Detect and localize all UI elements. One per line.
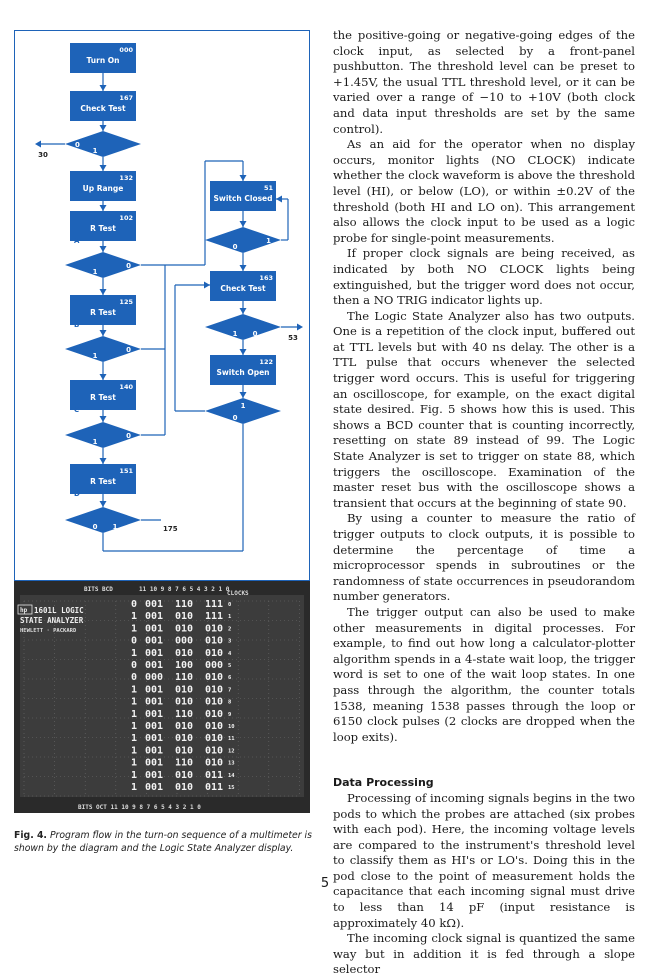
branch-label: 0 — [126, 346, 131, 354]
bit-cell: 111 — [204, 599, 224, 610]
exit-label: 175 — [163, 525, 178, 533]
figure-caption — [14, 829, 314, 855]
process-label: Check Test — [220, 284, 266, 293]
bit-cell: 010 — [204, 721, 224, 732]
arrowhead-icon — [240, 392, 247, 398]
state-code: 125 — [119, 298, 133, 306]
bit-cell: 001 — [144, 599, 164, 610]
bit-cell: 1 — [130, 782, 138, 793]
bit-cell: 010 — [174, 647, 194, 659]
bit-cell: 010 — [204, 757, 224, 769]
arrowhead-icon — [240, 349, 247, 355]
page-number: 5 — [320, 876, 330, 891]
bit-cell: 010 — [174, 696, 194, 708]
paragraph: The Logic State Analyzer also has two outputs. One is a repetition of the clock input, buffered out at TTL levels but with 40 ns delay. The other is a TTL pulse that occurs whenever the selected trigger word occurs. This is useful for triggering an oscilloscope, for example, on the exact digital state desired. Fig. 5 shows how this is used. This shows a BCD counter that is counting incorrectly, resetting on state 89 instead of 99. The Logic State Analyzer is set to trigger on state 88, which triggers the oscilloscope. Examination of the master reset bus with the oscilloscope shows a transient that occurs at the beginning of state 90. — [333, 308, 635, 510]
branch-label: 0 — [232, 414, 238, 422]
box-tag: A — [74, 237, 80, 245]
clock-index: 2 — [228, 626, 232, 633]
bit-cell: 1 — [130, 745, 138, 757]
bit-cell: 001 — [144, 769, 164, 781]
arrowhead-icon — [100, 330, 107, 336]
brand-maker: HEWLETT · PACKARD — [20, 628, 77, 634]
paragraph: As an aid for the operator when no display occurs, monitor lights (NO CLOCK) indicate whether the clock waveform is above the threshold level (HI), or below (LO), or within ±0.2V of the threshold (both HI and LO on). This arrangement also allows the clock input to be used as a logic probe for single-point measurements. — [333, 137, 635, 245]
state-code: 132 — [119, 174, 133, 182]
process-label: R Test — [90, 308, 116, 317]
bit-cell: 1 — [130, 696, 138, 708]
process-label: Turn On — [86, 56, 120, 65]
bit-cell: 010 — [174, 733, 194, 745]
bit-cell: 001 — [144, 660, 164, 671]
bit-cell: 0 — [130, 635, 138, 647]
process-label: Up Range — [82, 184, 124, 193]
box-tag: C — [74, 406, 80, 414]
state-code: 140 — [119, 383, 133, 391]
bit-cell: 1 — [130, 733, 138, 745]
logic-analyzer-display — [14, 581, 310, 813]
process-label: R Test — [90, 477, 116, 486]
bit-cell: 000 — [174, 635, 194, 647]
clock-index: 4 — [228, 650, 232, 657]
scope-footer-label: BITS OCT 11 10 9 8 7 6 5 4 3 2 1 0 — [78, 804, 201, 811]
branch-label: 0 — [252, 330, 258, 338]
arrowhead-icon — [297, 324, 303, 331]
branch-label: 0 — [126, 432, 131, 440]
clock-index: 14 — [228, 772, 235, 779]
paragraph: By using a counter to measure the ratio of trigger outputs to clock outputs, it is possible to determine the percentage of time a microprocessor spends in subroutines or the randomness of state occurrences in pseudorandom number generators. — [333, 511, 635, 604]
clock-index: 9 — [228, 711, 232, 718]
clock-index: 3 — [228, 638, 232, 645]
bit-cell: 1 — [130, 708, 138, 720]
bit-cell: 1 — [130, 721, 138, 732]
state-code: 000 — [119, 46, 133, 54]
bit-cell: 110 — [174, 757, 194, 769]
clock-index: 7 — [228, 687, 232, 694]
arrowhead-icon — [276, 196, 282, 203]
bit-cell: 010 — [204, 623, 224, 635]
bit-cell: 010 — [174, 769, 194, 781]
arrowhead-icon — [100, 165, 107, 171]
section-heading: Data Processing — [333, 776, 434, 790]
process-label: R Test — [90, 224, 116, 233]
scope-header-clocks: CLOCKS — [227, 590, 249, 597]
state-code: 167 — [119, 94, 133, 102]
box-tag: D — [74, 490, 80, 498]
bit-cell: 001 — [144, 745, 164, 757]
bit-cell: 010 — [174, 745, 194, 757]
arrowhead-icon — [35, 141, 41, 148]
bit-cell: 001 — [144, 757, 164, 769]
bit-cell: 110 — [174, 672, 194, 684]
bit-cell: 010 — [204, 647, 224, 659]
bit-cell: 011 — [204, 769, 224, 781]
bit-cell: 111 — [204, 611, 224, 623]
hp-logo-text: hp — [20, 607, 28, 614]
arrowhead-icon — [100, 125, 107, 131]
branch-label: 1 — [112, 523, 118, 531]
branch-label: 0 — [126, 262, 131, 270]
clock-index: 13 — [228, 760, 235, 767]
bit-cell: 0 — [130, 672, 138, 684]
box-tag: B — [74, 321, 80, 329]
paragraph: If proper clock signals are being received, as indicated by both NO CLOCK lights being extinguished, but the trigger word does not occur, then a NO TRIG indicator lights up. — [333, 246, 635, 308]
branch-label: 1 — [92, 438, 98, 446]
state-code: 151 — [119, 467, 133, 475]
arrowhead-icon — [100, 85, 107, 91]
bit-cell: 001 — [144, 647, 164, 659]
branch-label: 1 — [92, 268, 98, 276]
state-code: 163 — [259, 274, 273, 282]
clock-index: 15 — [228, 785, 235, 791]
bit-cell: 010 — [174, 782, 194, 793]
clock-index: 0 — [228, 602, 232, 608]
state-code: 51 — [263, 184, 273, 192]
decision-diamond — [205, 314, 281, 340]
clock-index: 10 — [228, 724, 235, 730]
bit-cell: 110 — [174, 599, 194, 610]
brand-model: 1601L LOGIC — [34, 606, 84, 615]
bit-cell: 010 — [204, 708, 224, 720]
clock-index: 8 — [228, 699, 232, 706]
bit-cell: 001 — [144, 721, 164, 732]
bit-cell: 010 — [204, 745, 224, 757]
branch-label: 0 — [75, 141, 80, 149]
bit-cell: 010 — [204, 696, 224, 708]
bit-cell: 001 — [144, 696, 164, 708]
brand-name: STATE ANALYZER — [20, 616, 84, 625]
bit-cell: 000 — [144, 672, 164, 684]
bit-cell: 010 — [204, 733, 224, 745]
branch-label: 1 — [266, 237, 271, 245]
clock-index: 6 — [228, 675, 232, 682]
scope-header-label: BITS BCD — [84, 586, 113, 593]
arrowhead-icon — [100, 458, 107, 464]
process-label: R Test — [90, 393, 116, 402]
arrowhead-icon — [204, 282, 210, 289]
arrowhead-icon — [100, 416, 107, 422]
bit-cell: 001 — [144, 708, 164, 720]
bit-cell: 001 — [144, 733, 164, 745]
paragraph: the positive-going or negative-going edges of the clock input, as selected by a front-panel pushbutton. The threshold level can be preset to +1.45V, the usual TTL threshold level, or it can be varied over a range of −10 to +10V (both clock and data input thresholds are set by the same control). — [333, 28, 635, 136]
bit-cell: 1 — [130, 623, 138, 635]
paragraph: The incoming clock signal is quantized the same way but in addition it is fed through a slope selector — [333, 931, 635, 977]
bit-cell: 0 — [130, 599, 138, 610]
process-label: Switch Closed — [213, 194, 273, 203]
bit-cell: 1 — [130, 757, 138, 769]
flowchart-figure — [14, 30, 310, 581]
process-label: Switch Open — [216, 368, 270, 377]
arrowhead-icon — [240, 265, 247, 271]
branch-label: 1 — [232, 330, 238, 338]
scope-screen — [14, 581, 310, 813]
arrowhead-icon — [240, 175, 247, 181]
bit-cell: 1 — [130, 647, 138, 659]
state-code: 102 — [119, 214, 133, 222]
bit-cell: 0 — [130, 660, 138, 671]
arrowhead-icon — [100, 501, 107, 507]
arrowhead-icon — [100, 205, 107, 211]
bit-cell: 010 — [204, 672, 224, 684]
exit-label: 30 — [38, 151, 48, 159]
bit-cell: 1 — [130, 769, 138, 781]
flowchart-diagram — [15, 31, 311, 582]
branch-label: 1 — [92, 352, 98, 360]
paragraph: Processing of incoming signals begins in the two pods to which the probes are attached (six probes with each pod). Here, the incoming voltage levels are compared to the instrument's threshold level to classify them as HI's or LO's. Doing this in the pod close to the point of measurement holds the capacitance that each incoming signal must drive to less than 14 pF (input resistance is approximately 40 kΩ). — [333, 790, 635, 930]
bit-cell: 010 — [174, 721, 194, 732]
bit-cell: 001 — [144, 611, 164, 623]
branch-label: 0 — [92, 523, 98, 531]
bit-cell: 100 — [174, 660, 194, 671]
article-body — [333, 28, 635, 978]
arrowhead-icon — [100, 289, 107, 295]
bit-cell: 000 — [204, 660, 224, 671]
bit-cell: 001 — [144, 623, 164, 635]
bit-cell: 010 — [174, 611, 194, 623]
bit-cell: 1 — [130, 684, 138, 696]
scope-header-bits: 11 10 9 8 7 6 5 4 3 2 1 0 — [139, 586, 230, 593]
clock-index: 12 — [228, 748, 235, 755]
caption-label: Fig. 4. — [14, 830, 47, 841]
bit-cell: 110 — [174, 708, 194, 720]
process-label: Check Test — [80, 104, 126, 113]
clock-index: 11 — [228, 736, 235, 743]
clock-index: 1 — [228, 614, 232, 621]
bit-cell: 010 — [174, 623, 194, 635]
exit-label: 53 — [288, 334, 298, 342]
bit-cell: 010 — [174, 684, 194, 696]
branch-label: 0 — [232, 243, 238, 251]
bit-cell: 010 — [204, 635, 224, 647]
bit-cell: 1 — [130, 611, 138, 623]
arrowhead-icon — [100, 246, 107, 252]
decision-diamond — [65, 507, 141, 533]
bit-cell: 011 — [204, 782, 224, 793]
arrowhead-icon — [240, 221, 247, 227]
caption-text: Program flow in the turn-on sequence of a multimeter is shown by the diagram and the Logic State Analyzer display. — [14, 830, 312, 854]
bit-cell: 010 — [204, 684, 224, 696]
arrowhead-icon — [100, 374, 107, 380]
clock-index: 5 — [228, 663, 232, 669]
branch-label: 1 — [240, 402, 246, 410]
arrowhead-icon — [240, 308, 247, 314]
bit-cell: 001 — [144, 782, 164, 793]
branch-label: 1 — [92, 147, 98, 155]
state-code: 122 — [259, 358, 273, 366]
bit-cell: 001 — [144, 684, 164, 696]
bit-cell: 001 — [144, 635, 164, 647]
paragraph: The trigger output can also be used to make other measurements in digital processes. For example, to find out how long a calculator-plotter algorithm spends in a 4-state wait loop, the trigger word is set to one of the wait loop states. In one pass through the algorithm, the counter totals 1538, meaning 1538 passes through the loop or 6150 clock pulses (2 clocks are dropped when the loop exits). — [333, 604, 635, 744]
